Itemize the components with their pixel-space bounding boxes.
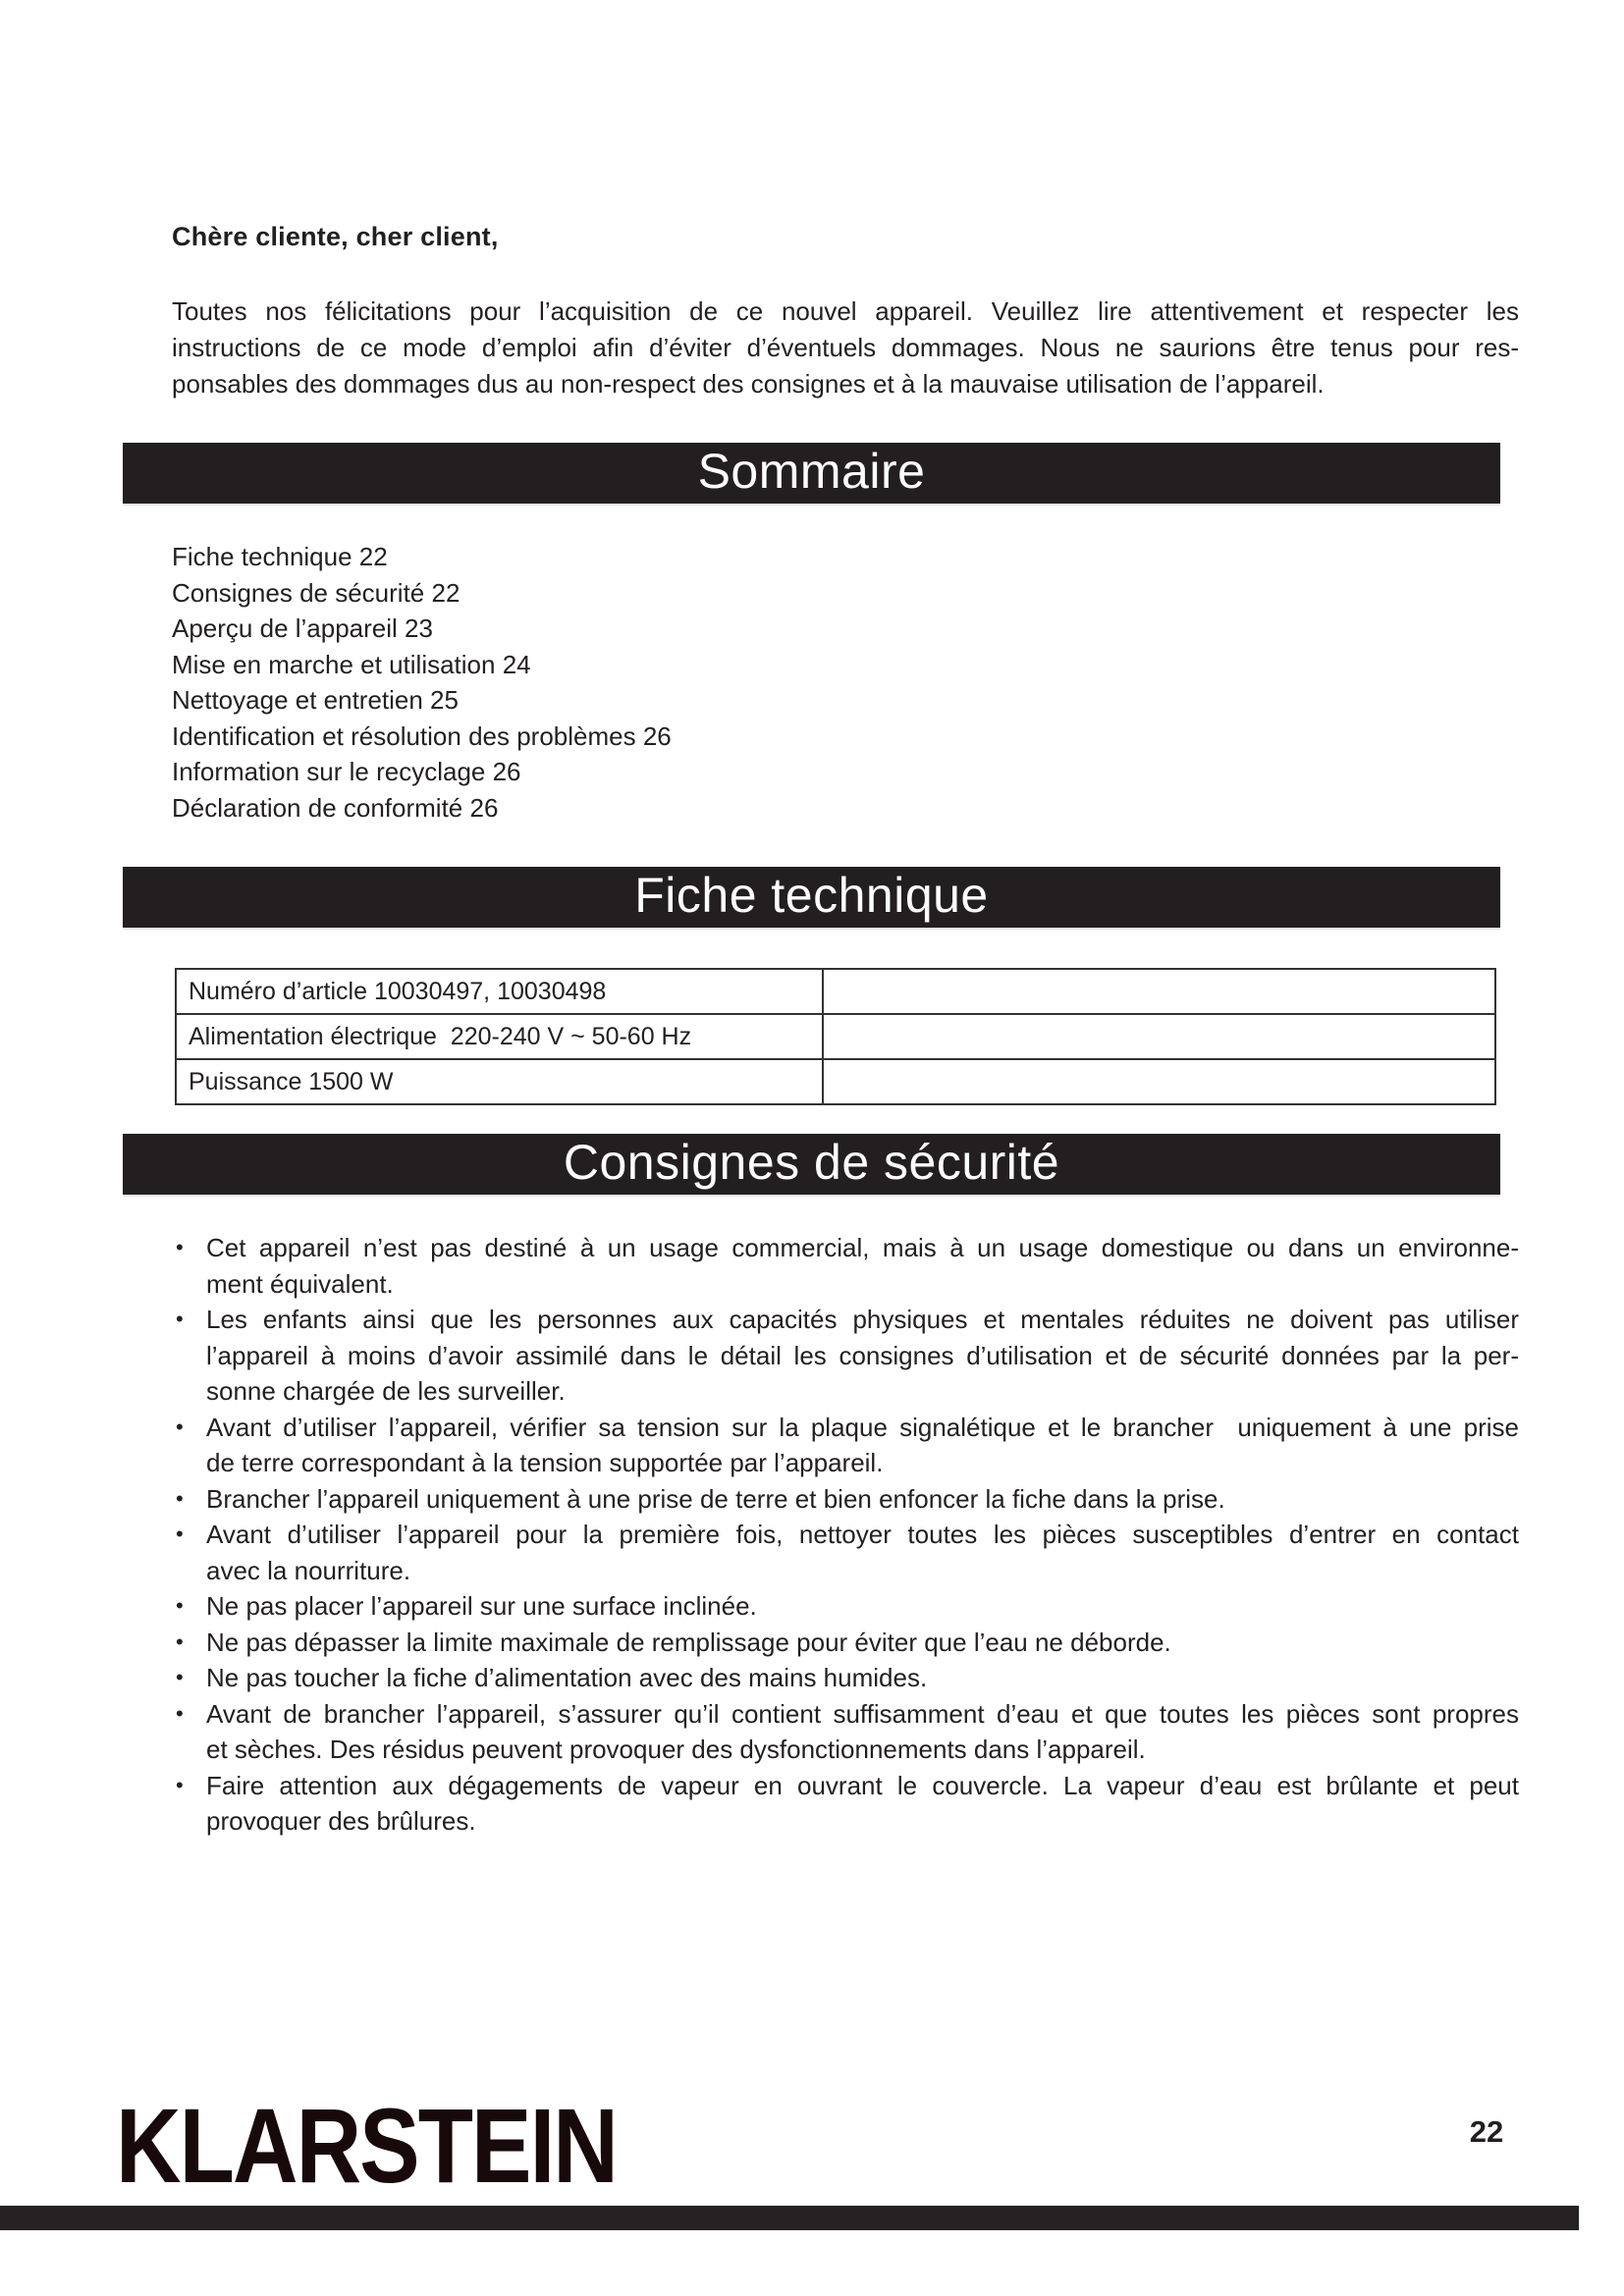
table-row (176, 969, 1495, 1014)
spec-cell-empty (823, 1014, 1495, 1059)
list-item (172, 1768, 1519, 1840)
spec-cell-label: Puissance 1500 W (176, 1059, 823, 1104)
list-item (172, 1588, 1519, 1625)
toc-item: Consignes de sécurité 22 (172, 577, 460, 608)
footer-bar (0, 2206, 1579, 2230)
spec-cell-empty (823, 969, 1495, 1014)
bullet-line: • Cet appareil n’est pas destiné à un usage commercial, mais à un usage domestique ou dans un environne- (206, 1233, 1519, 1262)
list-item (172, 1230, 1519, 1302)
spec-cell-label: Alimentation électrique 220-240 V ~ 50-60 Hz (176, 1014, 823, 1059)
safety-bullet-list (172, 1230, 1519, 1840)
fiche-technique-banner (123, 867, 1500, 928)
bullet-line: • Ne pas dépasser la limite maximale de remplissage pour éviter que l’eau ne déborde. (206, 1627, 1171, 1657)
bullet-line: ment équivalent. (206, 1268, 394, 1299)
spec-table (175, 968, 1496, 1105)
table-of-contents (172, 539, 672, 826)
table-row (176, 1059, 1495, 1104)
greeting-line: Chère cliente, cher client, (172, 222, 499, 251)
bullet-line: avec la nourriture. (206, 1555, 411, 1585)
bullet-line: • Ne pas toucher la fiche d’alimentation avec des mains humides. (206, 1663, 928, 1692)
klarstein-logo: KLARSTEIN (116, 2088, 617, 2206)
consignes-title: Consignes de sécurité (563, 1135, 1060, 1190)
intro-line: Toutes nos félicitations pour l’acquisition de ce nouvel appareil. Veuillez lire attentivement et respecter les (172, 296, 1519, 326)
bullet-line: • Brancher l’appareil uniquement à une prise de terre et bien enfoncer la fiche dans la prise. (206, 1483, 1225, 1514)
toc-item: Identification et résolution des problèmes 26 (172, 721, 672, 751)
page-number: 22 (1469, 2114, 1504, 2149)
sommaire-title: Sommaire (697, 444, 926, 499)
list-item (172, 1517, 1519, 1588)
fiche-technique-title: Fiche technique (634, 868, 989, 923)
sommaire-banner (123, 443, 1500, 504)
bullet-line: • Avant de brancher l’appareil, s’assurer qu’il contient suffisamment d’eau et que toutes les pièces sont propres (206, 1698, 1519, 1729)
list-item (172, 1481, 1519, 1518)
toc-item: Aperçu de l’appareil 23 (172, 614, 433, 643)
bullet-line: • Faire attention aux dégagements de vapeur en ouvrant le couvercle. La vapeur d’eau est brûlante et peut (206, 1770, 1519, 1800)
bullet-line: sonne chargée de les surveiller. (206, 1376, 566, 1406)
list-item (172, 1302, 1519, 1410)
bullet-line: • Avant d’utiliser l’appareil, vérifier sa tension sur la plaque signalétique et le brancher uniquement à une prise (206, 1412, 1519, 1442)
spec-cell-label: Numéro d’article 10030497, 10030498 (176, 969, 823, 1014)
consignes-banner (123, 1134, 1500, 1195)
bullet-line: de terre correspondant à la tension supportée par l’appareil. (206, 1448, 884, 1477)
spec-cell-empty (823, 1059, 1495, 1104)
intro-line: instructions de ce mode d’emploi afin d’éviter d’éventuels dommages. Nous ne saurions être tenus pour res- (172, 333, 1519, 362)
toc-item: Nettoyage et entretien 25 (172, 685, 459, 715)
list-item (172, 1696, 1519, 1768)
bullet-line: et sèches. Des résidus peuvent provoquer des dysfonctionnements dans l’appareil. (206, 1735, 1146, 1764)
list-item (172, 1410, 1519, 1481)
toc-item: Information sur le recyclage 26 (172, 757, 521, 786)
intro-line: ponsables des dommages dus au non-respect des consignes et à la mauvaise utilisation de l’appareil. (172, 369, 1325, 399)
intro-paragraph (172, 294, 1519, 402)
bullet-line: • Ne pas placer l’appareil sur une surface inclinée. (206, 1591, 757, 1621)
toc-item: Mise en marche et utilisation 24 (172, 649, 531, 679)
bullet-line: provoquer des brûlures. (206, 1806, 476, 1836)
bullet-line: l’appareil à moins d’avoir assimilé dans le détail les consignes d’utilisation et de sécurité données par la per- (206, 1340, 1519, 1370)
toc-item: Déclaration de conformité 26 (172, 792, 499, 823)
toc-item: Fiche technique 22 (172, 542, 388, 571)
bullet-line: • Les enfants ainsi que les personnes aux capacités physiques et mentales réduites ne doivent pas utiliser (206, 1305, 1519, 1334)
list-item (172, 1660, 1519, 1696)
table-row (176, 1014, 1495, 1059)
bullet-line: • Avant d’utiliser l’appareil pour la première fois, nettoyer toutes les pièces susceptibles d’entrer en contact (206, 1520, 1519, 1549)
list-item (172, 1625, 1519, 1661)
